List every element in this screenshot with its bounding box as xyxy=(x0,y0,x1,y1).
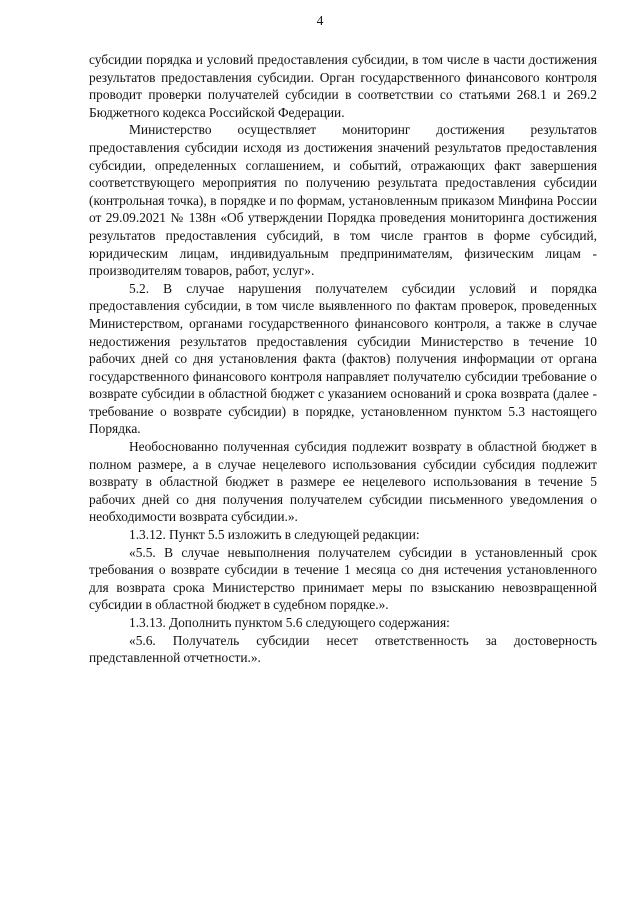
paragraph-3: 5.2. В случае нарушения получателем субсидии условий и порядка предоставления субсидии, в том числе выявленного по фактам проверок, проведенных Министерством, органами государственного финансового контроля, а также в случае недостижения результатов предоставления субсидии Министерство в течение 10 рабочих дней со дня установления факта (фактов) получения информации от органа государственного финансового контроля направляет получателю субсидии требование о возврате субсидии в областной бюджет с указанием оснований и срока возврата (далее - требование о возврате субсидии) в порядке, установленном пунктом 5.3 настоящего Порядка. xyxy=(89,280,597,437)
paragraph-2: Министерство осуществляет мониторинг достижения результатов предоставления субсидии исходя из достижения значений результатов предоставления субсидии, определенных соглашением, и событий, отражающих факт завершения соответствующего мероприятия по получению результата предоставления субсидии (контрольная точка), в порядке и по формам, установленным приказом Минфина России от 29.09.2021 № 138н «Об утверждении Порядка проведения мониторинга достижения результатов предоставления субсидий, в том числе грантов в форме субсидий, юридическим лицам, индивидуальным предпринимателям, физическим лицам - производителям товаров, работ, услуг». xyxy=(89,122,597,279)
document-body xyxy=(89,51,597,667)
paragraph-4: Необоснованно полученная субсидия подлежит возврату в областной бюджет в полном размере, а в случае нецелевого использования субсидии субсидия подлежит возврату в областной бюджет в размере ее нецелевого использования в течение 5 рабочих дней со дня получения получателем субсидии письменного уведомления о необходимости возврата субсидии.». xyxy=(89,439,597,525)
paragraph-6: «5.5. В случае невыполнения получателем субсидии в установленный срок требования о возврате субсидии в течение 1 месяца со дня истечения установленного для возврата срока Министерство принимает меры по взысканию невозвращенной субсидии в областной бюджет в судебном порядке.». xyxy=(89,544,597,613)
page-number: 4 xyxy=(316,13,324,28)
paragraph-1: субсидии порядка и условий предоставления субсидии, в том числе в части достижения результатов предоставления субсидии. Орган государственного финансового контроля проводит проверки получателей субсидии в соответствии со статьями 268.1 и 269.2 Бюджетного кодекса Российской Федерации. xyxy=(89,52,597,120)
paragraph-8: «5.6. Получатель субсидии несет ответственность за достоверность представленной отчетности.». xyxy=(89,632,597,666)
paragraph-7: 1.3.13. Дополнить пунктом 5.6 следующего содержания: xyxy=(129,615,450,630)
paragraph-5: 1.3.12. Пункт 5.5 изложить в следующей редакции: xyxy=(129,527,420,543)
